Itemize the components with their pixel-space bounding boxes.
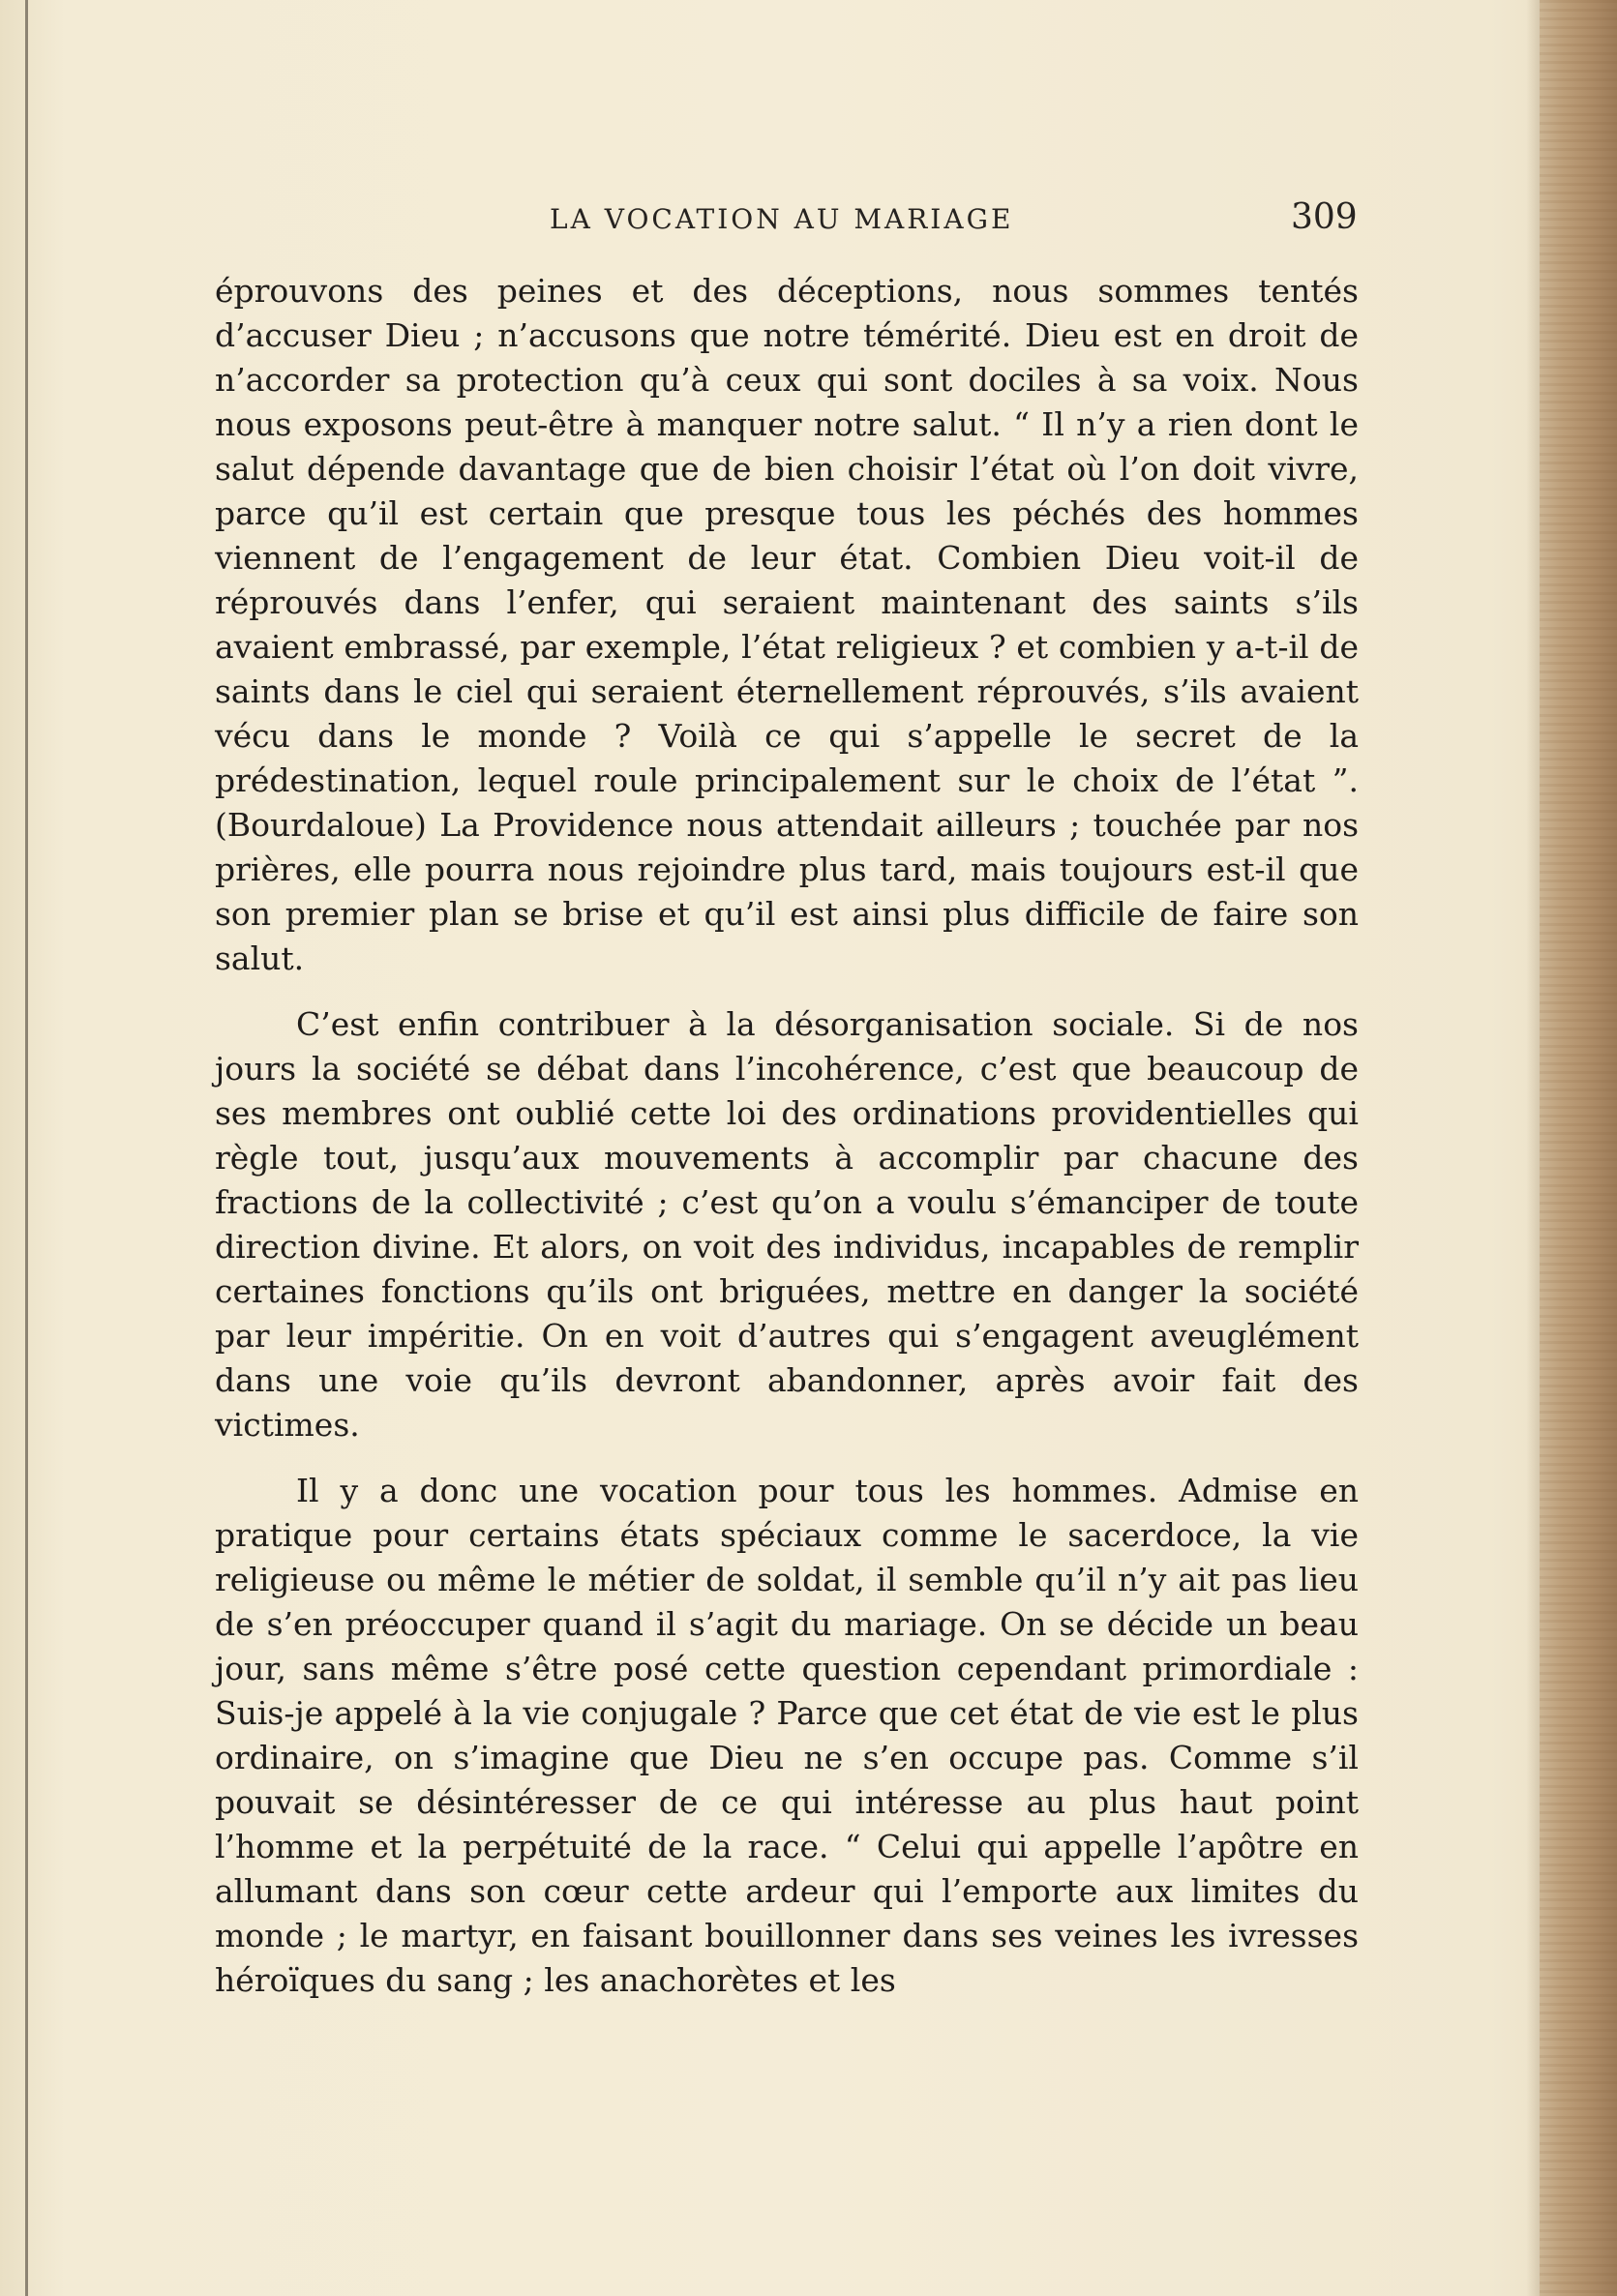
- fore-edge-shadow: [1526, 0, 1540, 2296]
- page-left-edge-line: [25, 0, 28, 2296]
- book-fore-edge: [1540, 0, 1617, 2296]
- paragraph-1: éprouvons des peines et des déceptions, nous sommes tentés d’accuser Dieu ; n’accusons que notre témérité. Dieu est en droit de n’accorder sa protection qu’à ceux qui sont dociles à sa voix. Nous nous exposons peut-être à manquer notre salut. “ Il n’y a rien dont le salut dépende davantage que de bien choisir l’état où l’on doit vivre, parce qu’il est certain que presque tous les péchés des hommes viennent de l’engagement de leur état. Combien Dieu voit-il de réprouvés dans l’enfer, qui seraient maintenant des saints s’ils avaient embrassé, par exemple, l’état religieux ? et combien y a-t-il de saints dans le ciel qui seraient éternellement réprouvés, s’ils avaient vécu dans le monde ? Voilà ce qui s’appelle le secret de la prédestination, lequel roule principalement sur le choix de l’état ”. (Bourdaloue) La Providence nous attendait ailleurs ; touchée par nos prières, elle pourra nous rejoindre plus tard, mais toujours est-il que son premier plan se brise et qu’il est ainsi plus difficile de faire son salut.: [215, 272, 1359, 977]
- page-number: 309: [1291, 197, 1358, 237]
- body-text: [215, 269, 1359, 2003]
- paragraph-3: Il y a donc une vocation pour tous les hommes. Admise en pratique pour certains états spéciaux comme le sacerdoce, la vie religieuse ou même le métier de soldat, il semble qu’il n’y ait pas lieu de s’en préoccuper quand il s’agit du mariage. On se décide un beau jour, sans même s’être posé cette question cependant primordiale : Suis-je appelé à la vie conjugale ? Parce que cet état de vie est le plus ordinaire, on s’imagine que Dieu ne s’en occupe pas. Comme s’il pouvait se désintéresser de ce qui intéresse au plus haut point l’homme et la perpétuité de la race. “ Celui qui appelle l’apôtre en allumant dans son cœur cette ardeur qui l’emporte aux limites du monde ; le martyr, en faisant bouillonner dans ses veines les ivresses héroïques du sang ; les anachorètes et les: [215, 1472, 1359, 1999]
- running-title: LA VOCATION AU MARIAGE: [550, 203, 1014, 235]
- paragraph-2: C’est enfin contribuer à la désorganisation sociale. Si de nos jours la société se débat dans l’incohérence, c’est que beaucoup de ses membres ont oublié cette loi des ordinations providentielles qui règle tout, jusqu’aux mouvements à accomplir par chacune des fractions de la collectivité ; c’est qu’on a voulu s’émanciper de toute direction divine. Et alors, on voit des individus, incapables de remplir certaines fonctions qu’ils ont briguées, mettre en danger la société par leur impéritie. On en voit d’autres qui s’engagent aveuglément dans une voie qu’ils devront abandonner, après avoir fait des victimes.: [215, 1005, 1359, 1444]
